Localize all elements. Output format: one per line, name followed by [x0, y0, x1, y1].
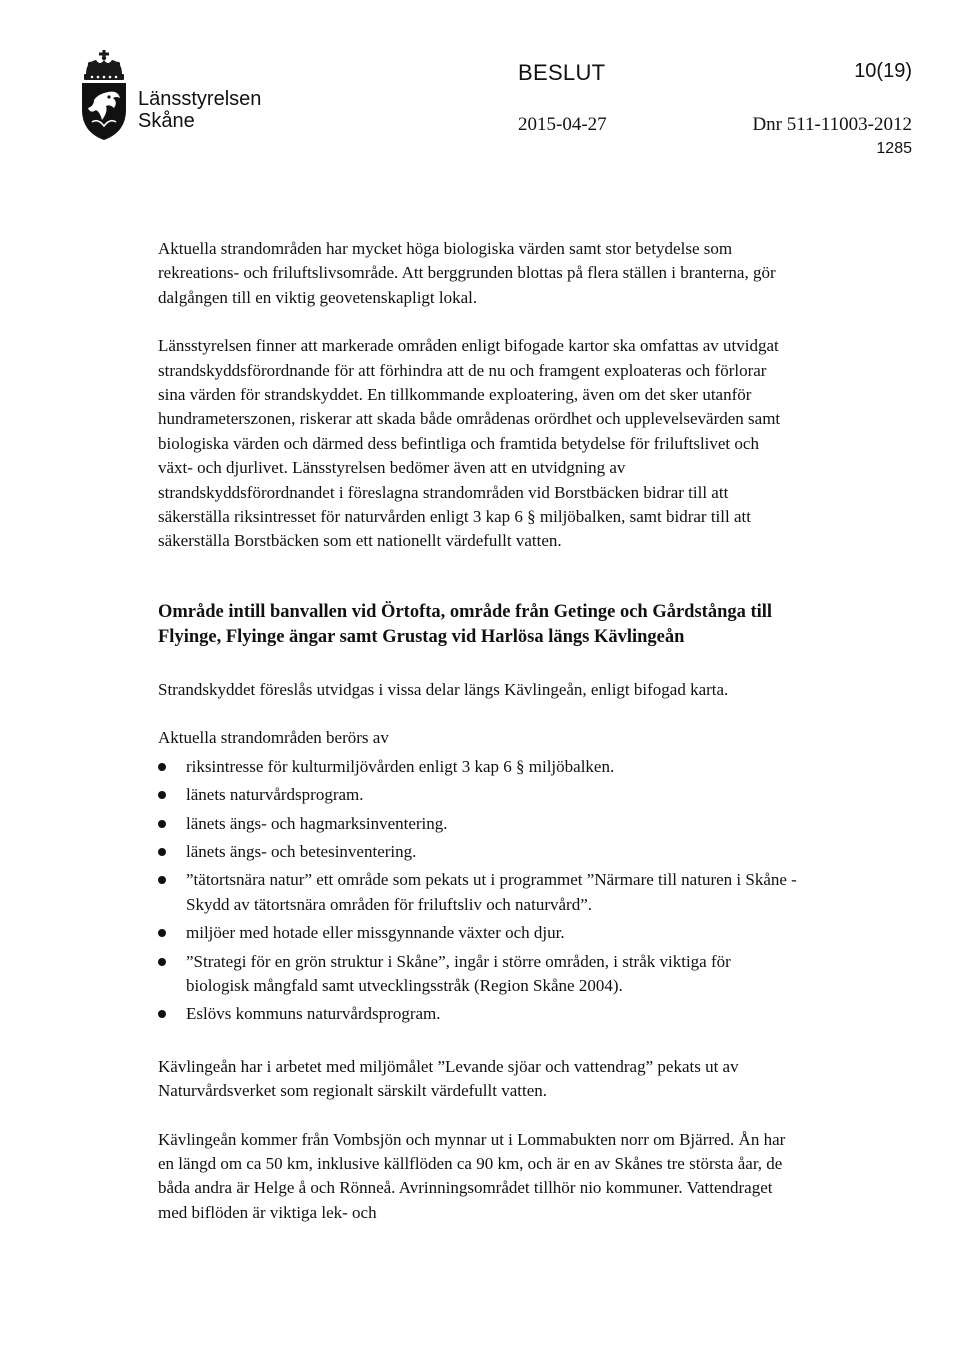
- bullet-icon: [158, 848, 166, 856]
- affected-areas-list: [158, 755, 798, 1027]
- registration-subnumber: 1285: [876, 140, 912, 157]
- organization-name-line1: Länsstyrelsen: [138, 88, 262, 110]
- bullet-icon: [158, 876, 166, 884]
- list-item: Eslövs kommuns naturvårdsprogram.: [158, 1002, 798, 1026]
- paragraph-kavlingean-description: Kävlingeån kommer från Vombsjön och mynnar ut i Lommabukten norr om Bjärred. Ån har en längd om ca 50 km, inklusive källflöden ca 90 km, och är en av Skånes tre största åar, de båda andra är Helge å och Rönneå. Avrinningsområdet tillhör nio kommuner. Vattendraget med biflöden är viktiga lek- och: [158, 1129, 786, 1222]
- bullet-icon: [158, 1010, 166, 1018]
- organization-name: [138, 88, 261, 132]
- bullet-icon: [158, 929, 166, 937]
- paragraph-lansstyrelsen-finner: Länsstyrelsen finner att markerade områden enligt bifogade kartor ska omfattas av utvidgat strandskyddsförordnande för att förhindra att de nu och framgent exploateras och förlorar sina värden för strandskyddet. En tillkommande exploatering, även om det sker utanför hundrameterszonen, riskerar att skada både områdenas orördhet och upplevelsevärden samt biologiska värden och därmed dess befintliga och framtida betydelse för friluftslivet och växt- och djurlivet. Länsstyrelsen bedömer även att en utvidgning av strandskyddsförordnandet i föreslagna strandområden vid Borstbäcken bidrar till att säkerställa riksintresset för naturvården enligt 3 kap 6 § miljöbalken, samt bidrar till att säkerställa Borstbäcken som ett nationellt värdefullt vatten.: [158, 336, 781, 551]
- list-intro: Aktuella strandområden berörs av: [158, 728, 389, 748]
- page-number: 10(19): [854, 60, 912, 82]
- list-item: miljöer med hotade eller missgynnande växter och djur.: [158, 921, 798, 945]
- list-item: länets ängs- och betesinventering.: [158, 840, 798, 864]
- document-body: [158, 237, 798, 1225]
- list-item: riksintresse för kulturmiljövården enligt 3 kap 6 § miljöbalken.: [158, 755, 798, 779]
- bullet-icon: [158, 820, 166, 828]
- document-type: BESLUT: [518, 60, 606, 85]
- document-date: 2015-04-27: [518, 114, 607, 135]
- organization-name-line2: Skåne: [138, 110, 195, 132]
- list-item: länets naturvårdsprogram.: [158, 783, 798, 807]
- paragraph-strandomraden: Aktuella strandområden har mycket höga biologiska värden samt stor betydelse som rekreations- och friluftslivsområde. Att berggrunden blottas på flera ställen i branterna, gör dalgången till en viktig geovetenskapligt lokal.: [158, 239, 776, 307]
- list-item: länets ängs- och hagmarksinventering.: [158, 812, 798, 836]
- section-heading: Område intill banvallen vid Örtofta, område från Getinge och Gårdstånga till Flyinge, Flyinge ängar samt Grustag vid Harlösa längs Kävlingeån: [158, 601, 773, 647]
- paragraph-strandskyddet: Strandskyddet föreslås utvidgas i vissa delar längs Kävlingeån, enligt bifogad karta.: [158, 679, 729, 699]
- list-item: ”tätortsnära natur” ett område som pekats ut i programmet ”Närmare till naturen i Skåne - Skydd av tätortsnära områden för friluftsliv och naturvård”.: [158, 868, 798, 917]
- list-item: ”Strategi för en grön struktur i Skåne”, ingår i större områden, i stråk viktiga för biologisk mångfald samt utvecklingsstråk (Region Skåne 2004).: [158, 950, 798, 999]
- bullet-icon: [158, 763, 166, 771]
- bullet-icon: [158, 791, 166, 799]
- paragraph-kavlingean-miljomal: Kävlingeån har i arbetet med miljömålet ”Levande sjöar och vattendrag” pekats ut av Naturvårdsverket som regionalt särskilt värdefullt vatten.: [158, 1056, 739, 1101]
- registration-number: Dnr 511-11003-2012: [752, 114, 912, 135]
- county-coat-of-arms-logo: [78, 50, 130, 140]
- bullet-icon: [158, 958, 166, 966]
